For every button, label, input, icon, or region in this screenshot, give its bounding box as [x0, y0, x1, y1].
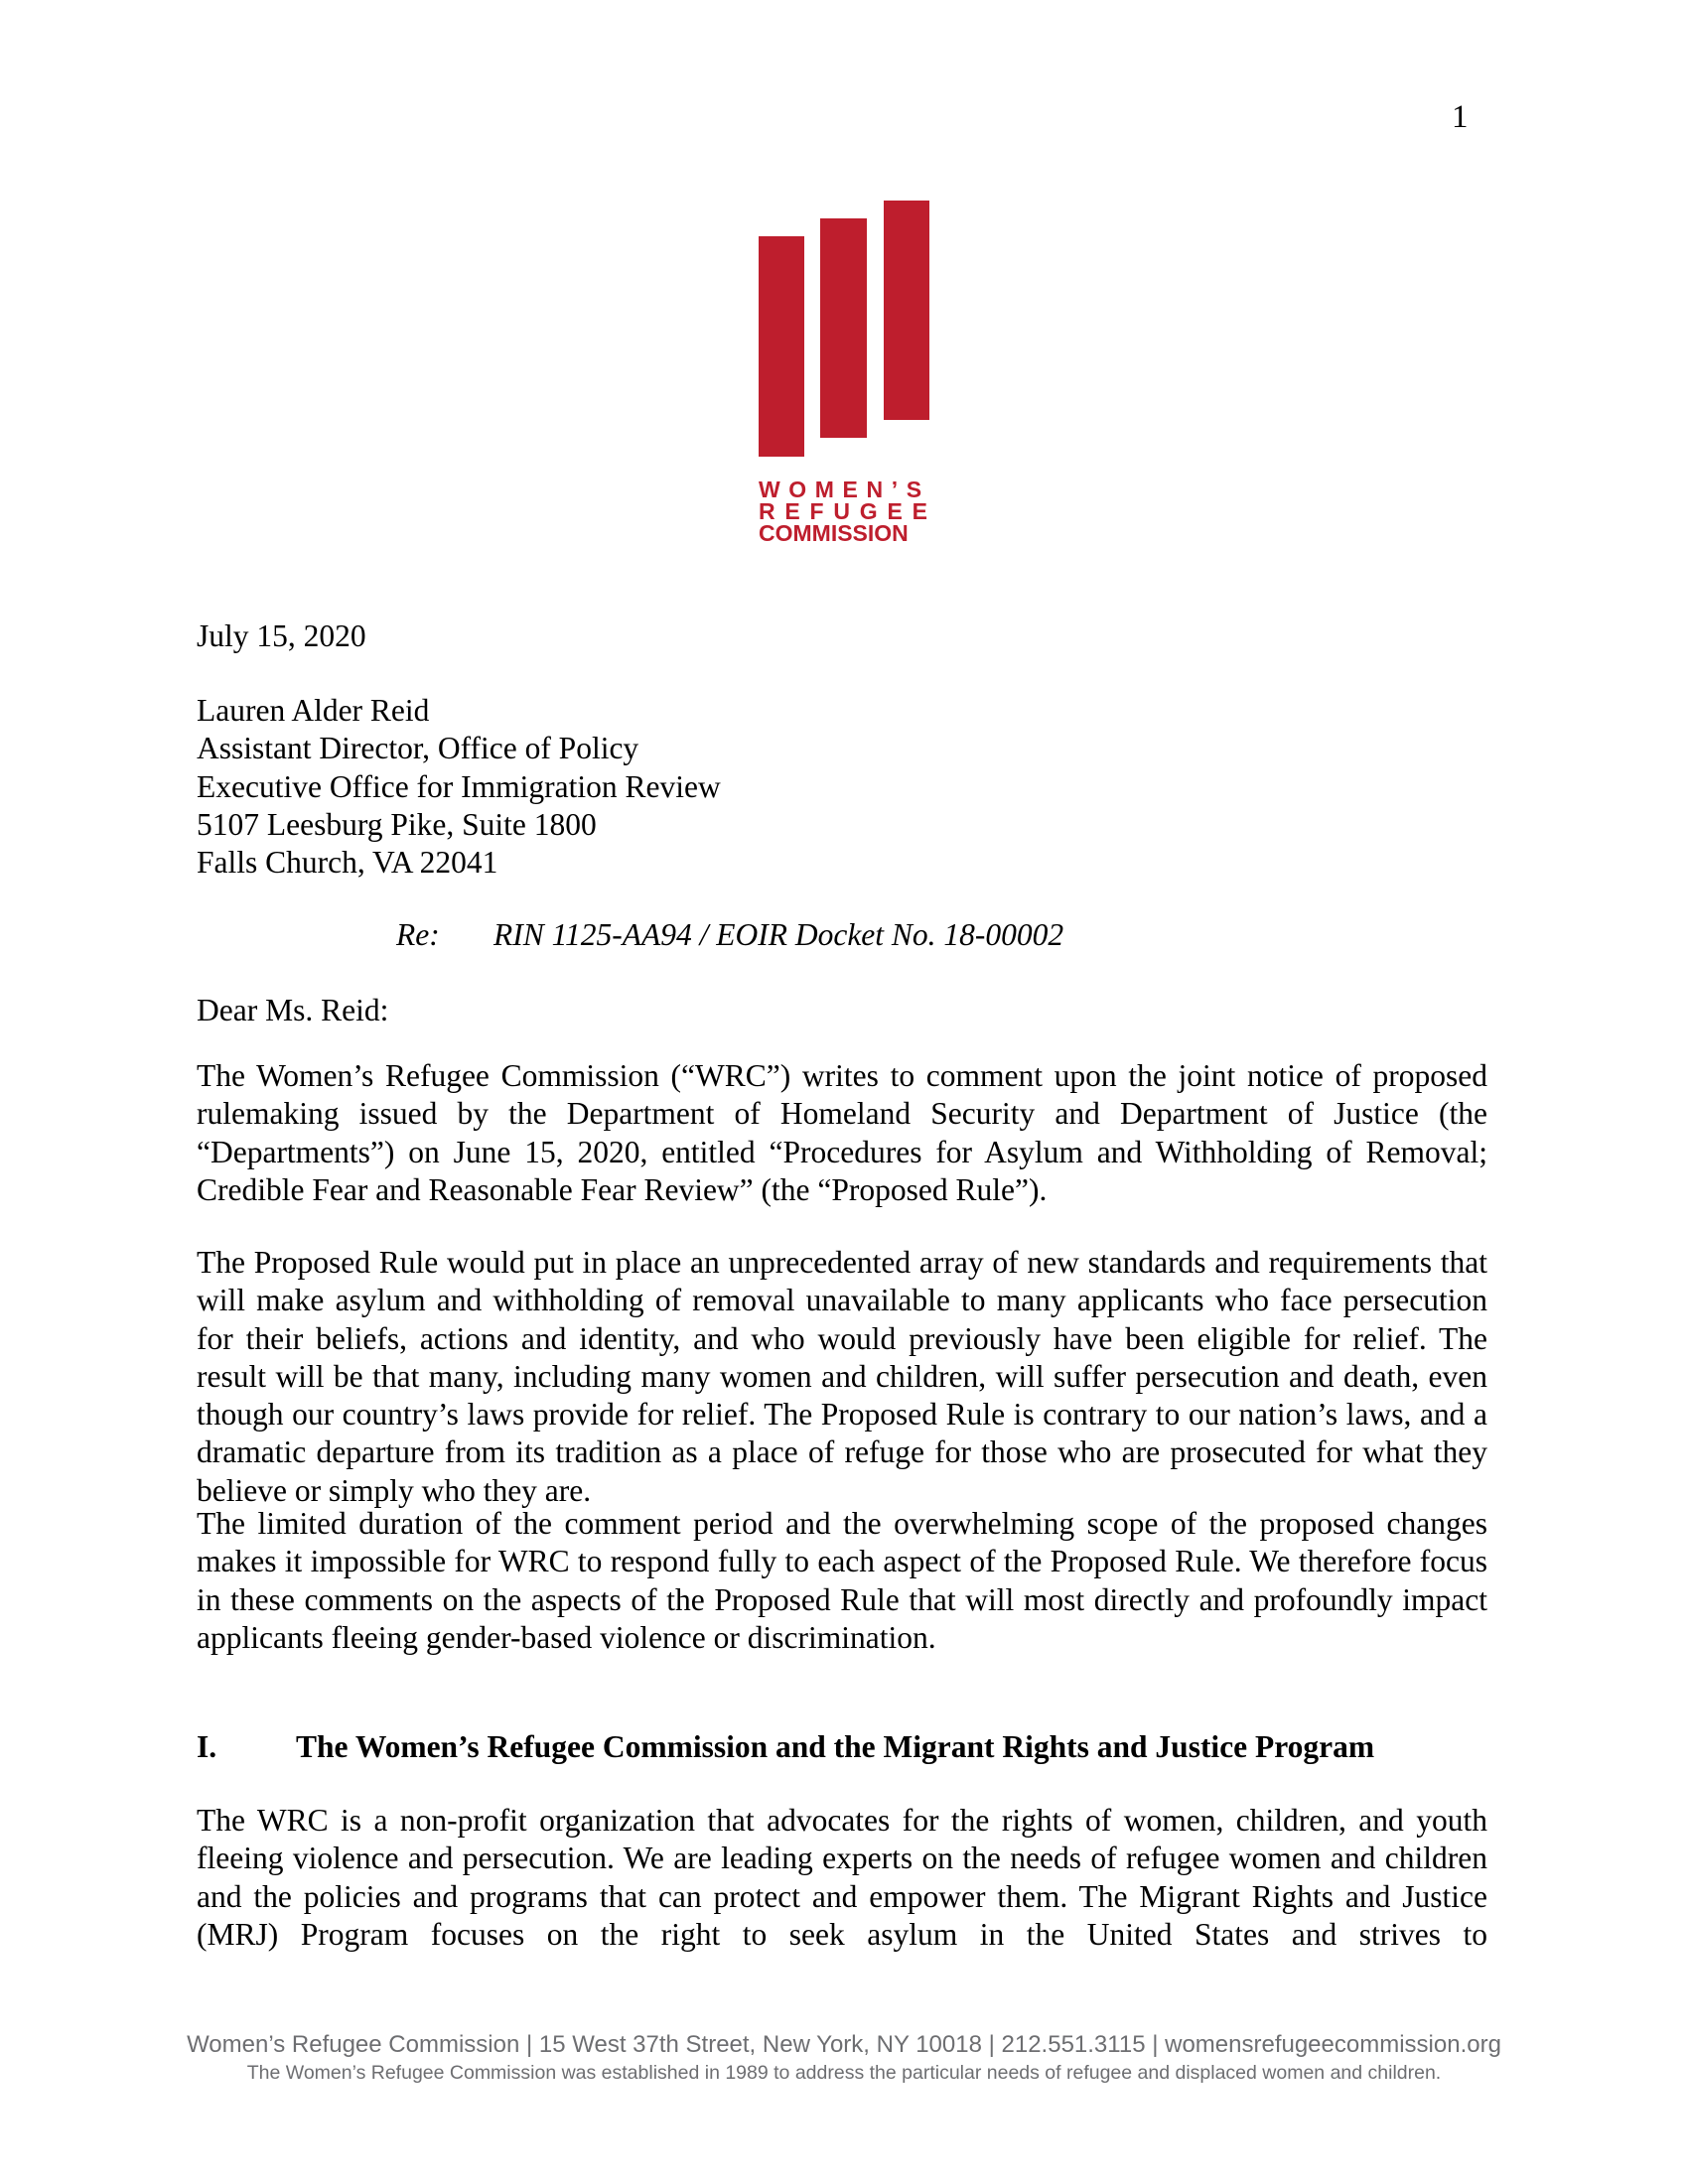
section-number: I. [197, 1729, 217, 1764]
reference-text: RIN 1125-AA94 / EOIR Docket No. 18-00002 [493, 917, 1064, 952]
recipient-street: 5107 Leesburg Pike, Suite 1800 [197, 806, 597, 842]
section-heading [197, 1729, 1374, 1765]
page-number: 1 [1452, 99, 1469, 135]
body-paragraph-1: The Women’s Refugee Commission (“WRC”) writes to comment upon the joint notice of proposed rulemaking issued by the Department of Homeland Security and Department of Justice (the “Departments”) on June 15, 2020, entitled “Procedures for Asylum and Withholding of Removal; Credible Fear and Reasonable Fear Review” (the “Proposed Rule”). [197, 1058, 1487, 1207]
logo-bar-2 [820, 218, 867, 438]
recipient-name: Lauren Alder Reid [197, 693, 430, 728]
body-paragraph-3: The limited duration of the comment period and the overwhelming scope of the proposed changes makes it impossible for WRC to respond fully to each aspect of the Proposed Rule. We therefore focus in these comments on the aspects of the Proposed Rule that will most directly and profoundly impact applicants fleeing gender-based violence or discrimination. [197, 1506, 1487, 1655]
section-title: The Women’s Refugee Commission and the Migrant Rights and Justice Program [296, 1729, 1375, 1764]
reference-line [396, 917, 1063, 953]
section-paragraph: The WRC is a non-profit organization that advocates for the rights of women, children, and youth fleeing violence and persecution. We are leading experts on the needs of refugee women and children and the policies and programs that can protect and empower them. The Migrant Rights and Justice (MRJ) Program focuses on the right to seek asylum in the United States and strives to [197, 1803, 1487, 1952]
reference-label: Re: [396, 917, 440, 952]
logo-bar-1 [759, 236, 804, 457]
footer-contact-line: Women’s Refugee Commission | 15 West 37th Street, New York, NY 10018 | 212.551.3115 | womensrefugeecommission.org [187, 2031, 1501, 2058]
recipient-office: Executive Office for Immigration Review [197, 768, 721, 804]
salutation: Dear Ms. Reid: [197, 993, 389, 1027]
wrc-logo [759, 200, 937, 557]
logo-wordmark [759, 477, 937, 546]
logo-wordmark-line-3: COMMISSION [759, 520, 909, 546]
body-paragraph-2: The Proposed Rule would put in place an unprecedented array of new standards and requirements that will make asylum and withholding of removal unavailable to many applicants who face persecution for their beliefs, actions and identity, and who would previously have been eligible for relief. The result will be that many, including many women and children, will suffer persecution and death, even though our country’s laws provide for relief. The Proposed Rule is contrary to our nation’s laws, and a dramatic departure from its tradition as a place of refuge for those who are prosecuted for what they believe or simply who they are. [197, 1245, 1487, 1508]
logo-bar-3 [884, 201, 929, 420]
recipient-city: Falls Church, VA 22041 [197, 845, 498, 881]
letter-date: July 15, 2020 [197, 618, 366, 653]
footer-mission-line: The Women’s Refugee Commission was established in 1989 to address the particular needs of refugee and displaced women and children. [246, 2062, 1442, 2084]
logo-wordmark-line-1: WOMEN’S [759, 477, 930, 502]
recipient-title: Assistant Director, Office of Policy [197, 731, 639, 766]
logo-wordmark-line-2: REFUGEE [759, 498, 937, 524]
recipient-address-block [197, 692, 1487, 882]
